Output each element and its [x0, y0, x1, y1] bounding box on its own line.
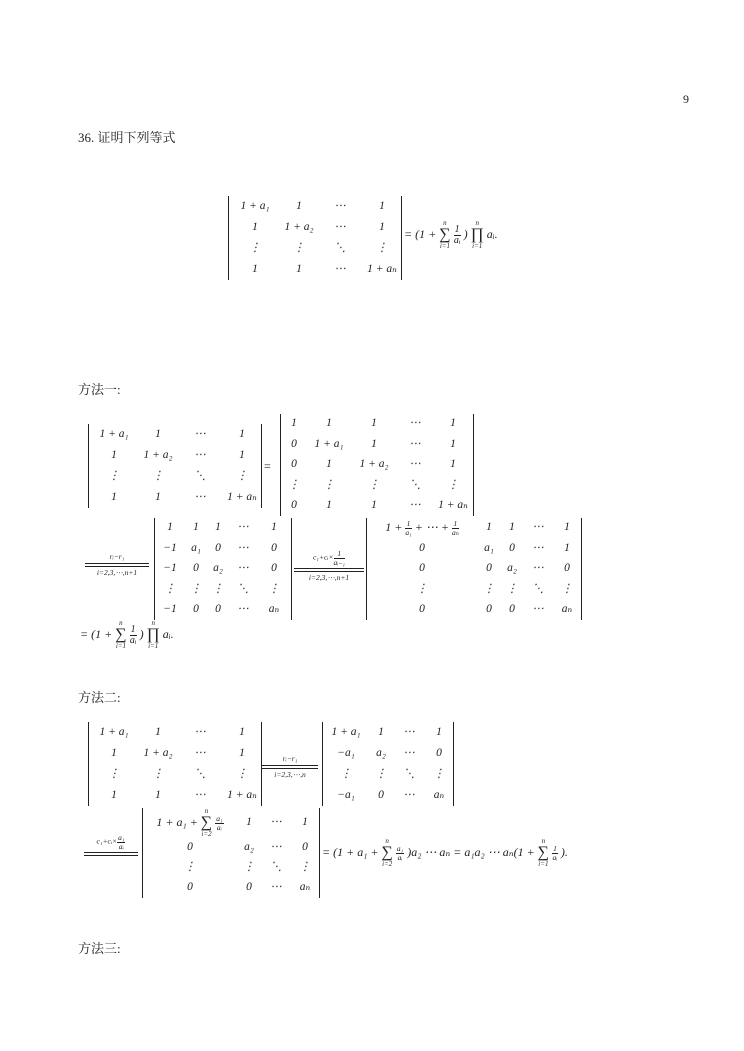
method2-row-op: rᵢ−r₁ i=2,3,⋯,n: [262, 755, 318, 780]
matrix-entry: 1: [371, 437, 377, 450]
matrix-entry: 1: [239, 448, 245, 461]
matrix-entry: ⋯: [194, 490, 206, 503]
matrix-entry: 1: [246, 816, 252, 829]
matrix-entry: 1: [296, 199, 302, 212]
matrix-entry: aₙ: [268, 603, 280, 616]
matrix-entry: ⋮: [190, 582, 202, 595]
matrix-entry: ⋯: [194, 448, 206, 461]
matrix-entry: ⋯: [409, 499, 421, 512]
matrix-entry: 1: [239, 746, 245, 759]
matrix-entry: 1: [450, 417, 456, 430]
matrix-entry: ⋮: [152, 469, 164, 482]
matrix-entry: ⋯: [532, 521, 544, 534]
matrix-entry: ⋮: [299, 861, 311, 874]
matrix-entry: −a₁: [337, 788, 355, 801]
matrix-entry: 0: [509, 541, 515, 554]
matrix-entry: a₁: [191, 541, 201, 554]
matrix-entry: 1: [155, 490, 161, 503]
matrix-entry: −1: [163, 603, 177, 616]
method1-det-c: [154, 518, 292, 620]
matrix-entry: 1: [371, 499, 377, 512]
matrix-entry: 1 + a₁: [331, 725, 361, 738]
matrix-entry: 1 + aₙ: [367, 262, 397, 275]
matrix-entry: aₙ: [433, 788, 445, 801]
method2-det-c-first-entry: 1 + a₁ + n ∑ i=2 $\frac{\text{a₁}}{\text{aᵢ}}$: [156, 807, 223, 838]
matrix-entry: 1: [167, 521, 173, 534]
matrix-entry: ⋮: [376, 241, 388, 254]
matrix-entry: a₂: [213, 562, 223, 575]
equals-sign: =: [264, 459, 271, 473]
matrix-entry: 1: [379, 220, 385, 233]
matrix-entry: 1: [379, 199, 385, 212]
matrix-entry: 1: [111, 490, 117, 503]
matrix-entry: ⋮: [293, 241, 305, 254]
matrix-entry: ⋯: [194, 725, 206, 738]
matrix-entry: 1: [155, 788, 161, 801]
matrix-entry: 0: [271, 541, 277, 554]
matrix-entry: 1 + aₙ: [227, 490, 257, 503]
matrix-entry: 1: [239, 427, 245, 440]
matrix-entry: ⋯: [270, 881, 282, 894]
method1-det-a: [88, 424, 262, 508]
matrix-entry: −1: [163, 562, 177, 575]
matrix-entry: ⋯: [403, 725, 415, 738]
matrix-entry: 1: [450, 458, 456, 471]
matrix-entry: 1 + aₙ: [227, 788, 257, 801]
matrix-entry: ⋱: [270, 861, 282, 874]
matrix-entry: 0: [486, 562, 492, 575]
fraction: $\frac{1}{\text{aᵢ}}$: [453, 223, 461, 246]
matrix-entry: 1: [450, 437, 456, 450]
matrix-entry: 0: [291, 437, 297, 450]
matrix-entry: 0: [436, 746, 442, 759]
matrix-entry: ⋯: [194, 427, 206, 440]
matrix-entry: ⋮: [108, 767, 120, 780]
matrix-entry: 1: [486, 521, 492, 534]
matrix-entry: 1: [371, 417, 377, 430]
matrix-entry: 1: [509, 521, 515, 534]
matrix-entry: ⋮: [416, 582, 428, 595]
matrix-entry: 0: [378, 788, 384, 801]
method2-col-op: c₁+cᵢ× $\frac{\text{a₁}}{\text{aᵢ}}$: [84, 834, 138, 858]
matrix-entry: 1: [564, 521, 570, 534]
matrix-entry: ⋮: [243, 861, 255, 874]
matrix-entry: 0: [215, 603, 221, 616]
matrix-entry: ⋮: [184, 861, 196, 874]
matrix-entry: ⋮: [368, 478, 380, 491]
matrix-entry: −a₁: [337, 746, 355, 759]
problem-determinant: [228, 196, 402, 280]
matrix-entry: 1: [111, 448, 117, 461]
matrix-entry: 1: [193, 521, 199, 534]
matrix-entry: ⋯: [334, 220, 346, 233]
method1-result: = (1 + n ∑ i=1 $\frac{1}{\text{aᵢ}}$ ) n ∏ i=1 aᵢ.: [80, 619, 174, 650]
matrix-entry: 1 + a₁: [314, 437, 344, 450]
matrix-entry: [385, 520, 458, 536]
method1-det-b: [280, 414, 474, 516]
matrix-entry: ⋮: [340, 767, 352, 780]
matrix-entry: ⋮: [236, 767, 248, 780]
matrix-entry: ⋮: [236, 469, 248, 482]
method2-det-c: [142, 808, 320, 898]
matrix-entry: ⋯: [334, 262, 346, 275]
matrix-entry: ⋮: [152, 767, 164, 780]
matrix-entry: −1: [163, 541, 177, 554]
matrix-entry: ⋱: [403, 767, 415, 780]
rhs-suffix: aᵢ.: [486, 226, 498, 241]
method1-row-op: rᵢ−r₁ i=2,3,⋯,n+1: [85, 553, 149, 578]
matrix-entry: 1 + a₁: [240, 199, 270, 212]
matrix-entry: ⋮: [288, 478, 300, 491]
matrix-entry: ⋯: [532, 603, 544, 616]
matrix-entry: 1: [436, 725, 442, 738]
matrix-entry: ⋮: [323, 478, 335, 491]
matrix-entry: 1: [271, 521, 277, 534]
matrix-entry: 0: [564, 562, 570, 575]
matrix-entry: a₂: [244, 841, 254, 854]
matrix-entry: ⋯: [532, 541, 544, 554]
problem-heading: 36. 证明下列等式: [78, 130, 176, 145]
method3-heading: 方法三:: [78, 941, 121, 956]
matrix-entry: 1: [111, 788, 117, 801]
matrix-entry: 1 + a₂: [284, 220, 314, 233]
product-symbol: n ∏ i=1: [470, 219, 484, 250]
matrix-entry: 1: [326, 458, 332, 471]
matrix-entry: ⋮: [268, 582, 280, 595]
rhs-mid: ): [463, 226, 468, 241]
matrix-entry: 1: [296, 262, 302, 275]
matrix-entry: a₁: [484, 541, 494, 554]
rhs-prefix: = (1 +: [404, 226, 437, 241]
matrix-entry: ⋮: [164, 582, 176, 595]
matrix-entry: ⋱: [409, 478, 421, 491]
matrix-entry: ⋯: [194, 746, 206, 759]
matrix-entry: ⋯: [403, 746, 415, 759]
matrix-entry: ⋱: [194, 469, 206, 482]
matrix-entry: 1 + a₂: [143, 746, 173, 759]
matrix-entry: 1 + a₂: [143, 448, 173, 461]
matrix-entry: 1: [326, 417, 332, 430]
matrix-entry: 0: [271, 562, 277, 575]
matrix-entry: ⋯: [409, 458, 421, 471]
matrix-entry: ⋮: [433, 767, 445, 780]
method1-heading: 方法一:: [78, 382, 121, 397]
matrix-entry: 1: [155, 427, 161, 440]
matrix-entry: ⋯: [409, 417, 421, 430]
matrix-entry: 1: [564, 541, 570, 554]
matrix-entry: 1: [239, 725, 245, 738]
matrix-entry: 1 + a₁: [99, 725, 129, 738]
matrix-entry: ⋮: [249, 241, 261, 254]
matrix-entry: 0: [509, 603, 515, 616]
matrix-entry: 1: [215, 521, 221, 534]
matrix-entry: ⋯: [409, 437, 421, 450]
method1-det-d: [366, 518, 582, 620]
matrix-entry: 0: [187, 841, 193, 854]
method2-det-b: [322, 722, 454, 806]
matrix-entry: 1: [291, 417, 297, 430]
matrix-entry: 1: [252, 220, 258, 233]
matrix-entry: ⋯: [237, 521, 249, 534]
matrix-entry: ⋯: [194, 788, 206, 801]
matrix-entry: ⋯: [237, 603, 249, 616]
page-number: 9: [683, 92, 689, 106]
matrix-entry: aₙ: [299, 881, 311, 894]
matrix-entry: a₂: [507, 562, 517, 575]
matrix-entry: 0: [215, 541, 221, 554]
matrix-entry: a₂: [376, 746, 386, 759]
sum-symbol: n ∑ i=1: [439, 219, 451, 250]
matrix-entry: ⋱: [334, 241, 346, 254]
matrix-entry: ⋯: [270, 816, 282, 829]
matrix-entry: ⋱: [237, 582, 249, 595]
matrix-entry: 0: [291, 499, 297, 512]
matrix-entry: ⋮: [108, 469, 120, 482]
matrix-entry: ⋯: [403, 788, 415, 801]
matrix-entry: 0: [246, 881, 252, 894]
matrix-entry: 1: [155, 725, 161, 738]
method1-col-op: c₁+cᵢ× $\frac{1}{\text{aᵢ₋₁}}$ i=2,3,⋯,n+1: [294, 550, 364, 582]
matrix-entry: aₙ: [561, 603, 573, 616]
matrix-entry: 0: [419, 562, 425, 575]
matrix-entry: ⋱: [532, 582, 544, 595]
method1-det-d-first-entry: 1 + $\frac{1}{\text{a₁}}$ + ⋯ + $\frac{1}{\text{aₙ}}$: [385, 519, 459, 537]
matrix-entry: ⋯: [237, 562, 249, 575]
matrix-entry: 1: [378, 725, 384, 738]
matrix-entry: 0: [291, 458, 297, 471]
matrix-entry: ⋮: [506, 582, 518, 595]
matrix-entry: 1 + aₙ: [438, 499, 468, 512]
matrix-entry: 1 + a₂: [359, 458, 389, 471]
matrix-entry: 0: [187, 881, 193, 894]
matrix-entry: ⋮: [447, 478, 459, 491]
matrix-entry: ⋮: [561, 582, 573, 595]
matrix-entry: ⋮: [375, 767, 387, 780]
matrix-entry: [156, 808, 223, 838]
matrix-entry: ⋯: [270, 841, 282, 854]
matrix-entry: 1: [252, 262, 258, 275]
matrix-entry: 1: [326, 499, 332, 512]
matrix-entry: 0: [419, 603, 425, 616]
matrix-entry: 0: [193, 562, 199, 575]
method2-result: = (1 + a₁ + n ∑ i=2 $\frac{\text{a₁}}{\text{aᵢ}}$ )a₂ ⋯ aₙ = a₁a₂ ⋯ aₙ(1 + n ∑ i=1 $\frac{1}{\text{aᵢ}}$ ).: [322, 837, 568, 868]
matrix-entry: 1 + a₁: [99, 427, 129, 440]
matrix-entry: ⋯: [532, 562, 544, 575]
matrix-entry: 0: [193, 603, 199, 616]
problem-rhs: [404, 220, 498, 250]
matrix-entry: ⋮: [212, 582, 224, 595]
matrix-entry: ⋯: [237, 541, 249, 554]
matrix-entry: 1: [111, 746, 117, 759]
matrix-entry: 0: [419, 541, 425, 554]
method2-det-a: [88, 722, 262, 806]
method2-heading: 方法二:: [78, 690, 121, 705]
matrix-entry: ⋯: [334, 199, 346, 212]
matrix-entry: 1: [302, 816, 308, 829]
matrix-entry: 0: [302, 841, 308, 854]
matrix-entry: ⋮: [483, 582, 495, 595]
matrix-entry: ⋱: [194, 767, 206, 780]
matrix-entry: 0: [486, 603, 492, 616]
